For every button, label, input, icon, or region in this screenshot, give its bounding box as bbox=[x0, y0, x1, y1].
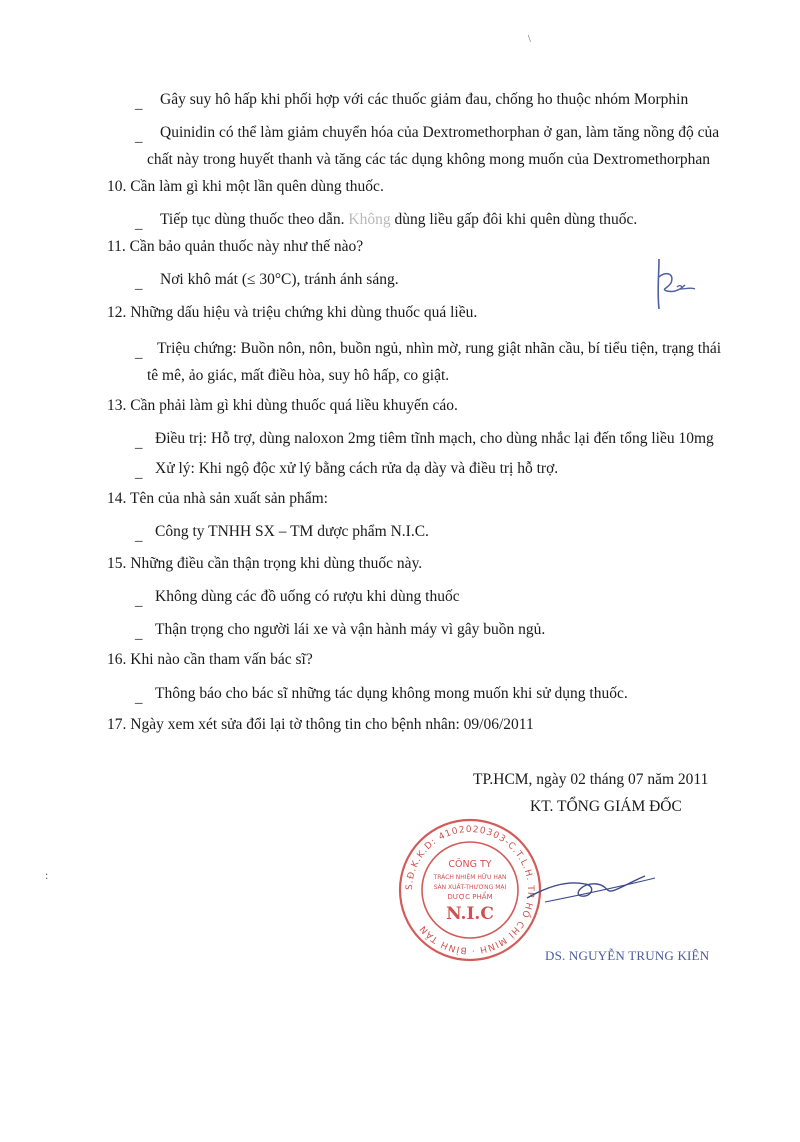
s13-heading: 13. Cần phải làm gì khi dùng thuốc quá liều khuyến cáo. bbox=[107, 397, 458, 414]
scan-speck-left: : bbox=[45, 868, 49, 882]
signer-name: DS. NGUYỄN TRUNG KIÊN bbox=[545, 948, 710, 963]
s11-bullet-1: Nơi khô mát (≤ 30°C), tránh ánh sáng. bbox=[160, 271, 399, 288]
bullet-marker: _ bbox=[135, 96, 143, 112]
bullet-marker: _ bbox=[135, 129, 143, 145]
s12-bullet-1-line-1: Triệu chứng: Buồn nôn, nôn, buồn ngủ, nhìn mờ, rung giật nhãn cầu, bí tiểu tiện, trạng thái bbox=[157, 340, 722, 357]
bullet-marker: _ bbox=[135, 528, 143, 544]
s16-bullet-1: Thông báo cho bác sĩ những tác dụng không mong muốn khi sử dụng thuốc. bbox=[155, 685, 628, 702]
bullet-marker: _ bbox=[135, 626, 143, 642]
s11-heading: 11. Cần bảo quản thuốc này như thế nào? bbox=[107, 238, 364, 255]
stamp-line-3: SẢN XUẤT-THƯƠNG MẠI bbox=[433, 884, 507, 891]
stamp-ring-text: S.Đ.K.K.D: 4102020303-C.T.L.H. TP HỒ CHÍ MINH · BÌNH TÂN bbox=[404, 824, 536, 956]
bullet-marker: _ bbox=[135, 435, 143, 451]
s15-bullet-1: Không dùng các đồ uống có rượu khi dùng thuốc bbox=[155, 588, 460, 605]
stamp-line-4: DƯỢC PHẨM bbox=[447, 893, 493, 901]
bullet-marker: _ bbox=[135, 216, 143, 232]
s13-bullet-2: Xử lý: Khi ngộ độc xử lý bằng cách rửa dạ dày và điều trị hỗ trợ. bbox=[155, 460, 559, 477]
scan-speck-top: \ bbox=[528, 34, 531, 45]
s13-bullet-1: Điều trị: Hỗ trợ, dùng naloxon 2mg tiêm tĩnh mạch, cho dùng nhắc lại đến tổng liều 10mg bbox=[155, 430, 714, 447]
date-line: TP.HCM, ngày 02 tháng 07 năm 2011 bbox=[473, 771, 709, 788]
s12-heading: 12. Những dấu hiệu và triệu chứng khi dùng thuốc quá liều. bbox=[107, 304, 478, 321]
s15-bullet-2: Thận trọng cho người lái xe và vận hành máy vì gây buồn ngủ. bbox=[155, 621, 546, 638]
signer-position: KT. TỔNG GIÁM ĐỐC bbox=[530, 798, 682, 815]
s10-text-faded: Không bbox=[348, 211, 391, 228]
s10-bullet-1 bbox=[160, 210, 637, 230]
stamp-line-5: N.I.C bbox=[446, 904, 494, 924]
s16-heading: 16. Khi nào cần tham vấn bác sĩ? bbox=[107, 651, 313, 668]
s9-bullet-1: Gây suy hô hấp khi phối hợp với các thuốc giảm đau, chống ho thuộc nhóm Morphin bbox=[160, 91, 689, 108]
s17-heading: 17. Ngày xem xét sửa đổi lại tờ thông tin cho bệnh nhân: 09/06/2011 bbox=[107, 716, 534, 733]
bullet-marker: _ bbox=[135, 593, 143, 609]
handwritten-signature bbox=[525, 858, 665, 918]
s15-heading: 15. Những điều cần thận trọng khi dùng thuốc này. bbox=[107, 555, 423, 572]
bullet-marker: _ bbox=[135, 690, 143, 706]
s9-bullet-2-line-1: Quinidin có thể làm giảm chuyển hóa của Dextromethorphan ở gan, làm tăng nồng độ của bbox=[160, 124, 720, 141]
handwritten-initial-mark bbox=[645, 255, 705, 315]
s14-bullet-1: Công ty TNHH SX – TM dược phẩm N.I.C. bbox=[155, 523, 429, 540]
stamp-line-1: CÔNG TY bbox=[448, 859, 492, 870]
s10-heading: 10. Cần làm gì khi một lần quên dùng thuốc. bbox=[107, 178, 384, 195]
company-stamp-seal bbox=[395, 815, 545, 965]
s14-heading: 14. Tên của nhà sản xuất sản phẩm: bbox=[107, 490, 328, 507]
s10-text-a: Tiếp tục dùng thuốc theo dẫn. bbox=[160, 211, 349, 228]
s10-text-c: dùng liều gấp đôi khi quên dùng thuốc. bbox=[390, 211, 638, 228]
bullet-marker: _ bbox=[135, 276, 143, 292]
s12-bullet-1-line-2: tê mê, ảo giác, mất điều hòa, suy hô hấp, co giật. bbox=[147, 367, 450, 384]
s9-bullet-2-line-2: chất này trong huyết thanh và tăng các tác dụng không mong muốn của Dextromethorphan bbox=[147, 151, 711, 168]
bullet-marker: _ bbox=[135, 465, 143, 481]
stamp-line-2: TRÁCH NHIỆM HỮU HẠN bbox=[433, 874, 507, 881]
bullet-marker: _ bbox=[135, 345, 143, 361]
